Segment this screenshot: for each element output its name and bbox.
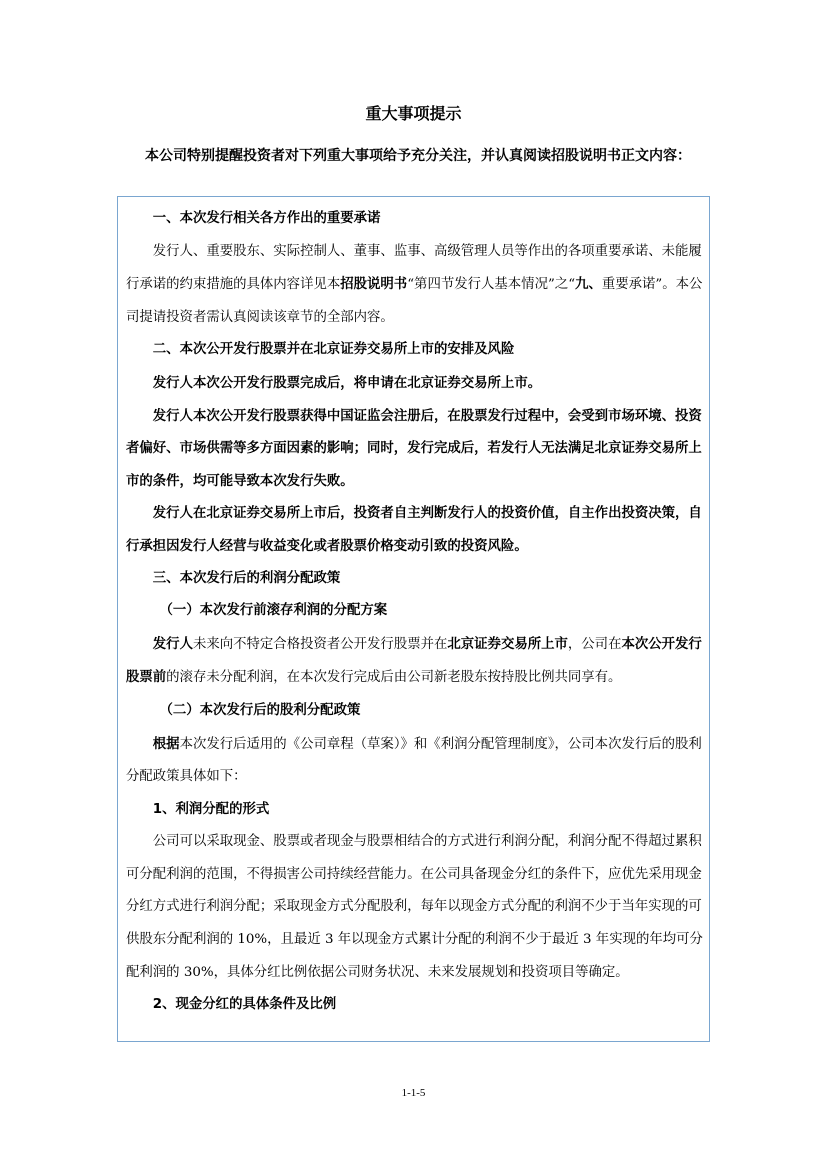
section-3-heading: 三、本次发行后的利润分配政策 — [152, 570, 341, 586]
section-1-paragraph — [126, 236, 703, 335]
s1-text-c: “第四节发行人基本情况”之“ — [407, 277, 576, 293]
s3-bse: 北京证券交易所上市 — [447, 635, 568, 652]
section-2-paragraph-1: 发行人本次公开发行股票完成后，将申请在北京证券交易所上市。 — [152, 374, 542, 391]
s1-text-e: 重要承诺”。本公司提请投资者需认真阅读该章节的全部内容。 — [126, 277, 703, 325]
s3-text-f: 的滚存未分配利润，在本次发行完成后由公司新老股东按持股比例共同享有。 — [166, 670, 622, 686]
section-3-sub-2: （二）本次发行后的股利分配政策 — [159, 702, 361, 718]
s3-sub2-text: 本次发行后适用的《公司章程（草案）》和《利润分配管理制度》，公司本次发行后的股利分配政策具体如下： — [126, 736, 702, 785]
s3-text-d: ，公司在 — [567, 636, 622, 652]
section-3-sub-2-paragraph — [126, 728, 703, 794]
page-title: 重大事项提示 — [365, 104, 462, 123]
item-2-heading: 2、现金分红的具体条件及比例 — [152, 997, 337, 1013]
page-number: 1-1-5 — [401, 1087, 426, 1099]
s3-text-b: 未来向不特定合格投资者公开发行股票并在 — [192, 636, 448, 652]
s3-issuer: 发行人 — [152, 635, 193, 652]
s3-before-issue: 本次公开发行股票前 — [126, 635, 702, 686]
item-1-paragraph: 公司可以采取现金、股票或者现金与股票相结合的方式进行利润分配，利润分配不得超过累积可分配利润的范围，不得损害公司持续经营能力。在公司具备现金分红的条件下，应优先采用现金分红方式进行利润分配；采取现金方式分配股利，每年以现金方式分配的利润不少于当年实现的可供股东分配利润的 10%，且最近 3 年以现金方式累计分配的利润不少于最近 3 年实现的年均可分配利润的 30%，具体分红比例依据公司财务状况、未来发展规划和投资项目等确定。 — [126, 834, 703, 980]
section-2-paragraph-2: 发行人本次公开发行股票获得中国证监会注册后，在股票发行过程中，会受到市场环境、投资者偏好、市场供需等多方面因素的影响；同时，发行完成后，若发行人无法满足北京证券交易所上市的条件，均可能导致本次发行失败。 — [126, 407, 702, 489]
s1-nine: 九、 — [575, 276, 602, 293]
section-2-paragraph-3: 发行人在北京证券交易所上市后，投资者自主判断发行人的投资价值，自主作出投资决策，自行承担因发行人经营与收益变化或者股票价格变动引致的投资风险。 — [126, 505, 702, 554]
important-matters-box — [117, 196, 710, 1042]
section-3-sub-1: （一）本次发行前滚存利润的分配方案 — [159, 603, 388, 619]
section-3-sub-1-paragraph — [126, 628, 703, 695]
section-1-heading: 一、本次发行相关各方作出的重要承诺 — [152, 211, 381, 226]
section-2-heading: 二、本次公开发行股票并在北京证券交易所上市的安排及风险 — [152, 342, 515, 358]
s1-prospectus: 招股说明书 — [340, 276, 408, 293]
item-1-heading: 1、利润分配的形式 — [152, 801, 270, 817]
s1-text-a: 发行人、重要股东、实际控制人、董事、监事、高级管理人员等作出的各项重要承诺、未能履行承诺的约束措施的具体内容详见本 — [126, 243, 702, 293]
intro-notice: 本公司特别提醒投资者对下列重大事项给予充分关注，并认真阅读招股说明书正文内容： — [145, 148, 691, 164]
s3-according: 根据 — [152, 735, 180, 752]
